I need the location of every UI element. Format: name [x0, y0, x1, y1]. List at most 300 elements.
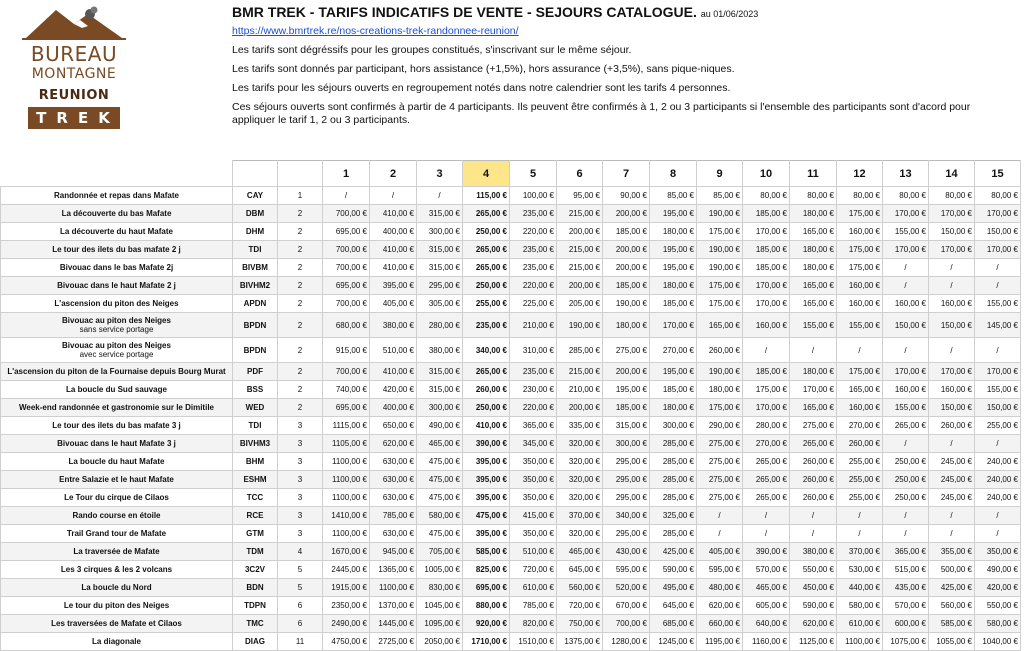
- price-cell: 620,00 €: [790, 615, 837, 633]
- price-cell: 115,00 €: [463, 187, 510, 205]
- price-cell: 180,00 €: [650, 277, 697, 295]
- price-cell: 175,00 €: [743, 381, 790, 399]
- stay-name: Les traversées de Mafate et Cilaos: [51, 619, 182, 628]
- stay-name: Week-end randonnée et gastronomie sur le Dimitile: [18, 403, 214, 412]
- stay-name: Bivouac dans le bas Mafate 2j: [59, 263, 174, 272]
- stay-code: WED: [233, 399, 278, 417]
- header-empty-name: [1, 161, 233, 187]
- stay-name-cell: [1, 471, 233, 489]
- participants-count-header: 12: [837, 161, 883, 187]
- stay-days: 2: [278, 381, 323, 399]
- price-cell: 315,00 €: [417, 205, 463, 223]
- price-cell: 245,00 €: [929, 453, 975, 471]
- price-cell: 465,00 €: [743, 579, 790, 597]
- table-row: [1, 417, 1021, 435]
- price-cell: 550,00 €: [975, 597, 1021, 615]
- price-cell: 170,00 €: [975, 363, 1021, 381]
- price-cell: /: [929, 338, 975, 363]
- stay-name-cell: [1, 259, 233, 277]
- price-cell: 270,00 €: [650, 338, 697, 363]
- stay-name: Le tour des ilets du bas mafate 2 j: [52, 245, 181, 254]
- price-cell: 465,00 €: [557, 543, 603, 561]
- participants-header-row: [1, 161, 1021, 187]
- price-cell: 920,00 €: [463, 615, 510, 633]
- stay-code: 3C2V: [233, 561, 278, 579]
- price-cell: 260,00 €: [463, 381, 510, 399]
- price-cell: 185,00 €: [650, 381, 697, 399]
- price-cell: 785,00 €: [370, 507, 417, 525]
- price-cell: 285,00 €: [650, 435, 697, 453]
- price-cell: /: [743, 507, 790, 525]
- price-cell: 165,00 €: [790, 295, 837, 313]
- price-cell: 155,00 €: [883, 399, 929, 417]
- table-row: [1, 338, 1021, 363]
- price-cell: 235,00 €: [510, 241, 557, 259]
- price-cell: 380,00 €: [790, 543, 837, 561]
- price-cell: 325,00 €: [650, 507, 697, 525]
- price-cell: 250,00 €: [463, 223, 510, 241]
- price-cell: 265,00 €: [883, 417, 929, 435]
- participants-count-header: 13: [883, 161, 929, 187]
- stay-name-cell: [1, 489, 233, 507]
- price-cell: 185,00 €: [743, 205, 790, 223]
- price-cell: 1245,00 €: [650, 633, 697, 651]
- website-link[interactable]: https://www.bmrtrek.re/nos-creations-trek-randonnee-reunion/: [232, 25, 519, 37]
- price-cell: 610,00 €: [510, 579, 557, 597]
- participants-count-header: 8: [650, 161, 697, 187]
- price-cell: 530,00 €: [837, 561, 883, 579]
- price-cell: 1365,00 €: [370, 561, 417, 579]
- price-cell: 170,00 €: [743, 223, 790, 241]
- price-cell: 265,00 €: [743, 489, 790, 507]
- price-cell: 590,00 €: [790, 597, 837, 615]
- price-cell: 180,00 €: [790, 259, 837, 277]
- price-cell: 1045,00 €: [417, 597, 463, 615]
- price-cell: 1370,00 €: [370, 597, 417, 615]
- price-cell: /: [883, 525, 929, 543]
- price-cell: 175,00 €: [697, 277, 743, 295]
- price-cell: 825,00 €: [463, 561, 510, 579]
- price-cell: 945,00 €: [370, 543, 417, 561]
- stay-name: La boucle du Sud sauvage: [66, 385, 167, 394]
- price-cell: 280,00 €: [417, 313, 463, 338]
- price-cell: 700,00 €: [323, 205, 370, 223]
- stay-name-cell: [1, 453, 233, 471]
- price-cell: 295,00 €: [603, 471, 650, 489]
- price-cell: 310,00 €: [510, 338, 557, 363]
- price-cell: 400,00 €: [370, 223, 417, 241]
- price-cell: 685,00 €: [650, 615, 697, 633]
- price-cell: 200,00 €: [603, 205, 650, 223]
- price-cell: 295,00 €: [603, 453, 650, 471]
- price-cell: 185,00 €: [603, 223, 650, 241]
- stay-name: Le tour des ilets du bas mafate 3 j: [52, 421, 181, 430]
- stay-code: RCE: [233, 507, 278, 525]
- table-row: [1, 187, 1021, 205]
- price-cell: 645,00 €: [650, 597, 697, 615]
- price-cell: 620,00 €: [370, 435, 417, 453]
- price-cell: 395,00 €: [463, 471, 510, 489]
- price-cell: 155,00 €: [837, 313, 883, 338]
- participants-count-header: 5: [510, 161, 557, 187]
- stay-days: 6: [278, 597, 323, 615]
- price-table-body: [1, 187, 1021, 651]
- price-cell: 180,00 €: [697, 381, 743, 399]
- price-cell: 490,00 €: [417, 417, 463, 435]
- stay-days: 3: [278, 435, 323, 453]
- price-cell: 150,00 €: [929, 399, 975, 417]
- price-cell: 150,00 €: [929, 313, 975, 338]
- stay-days: 2: [278, 205, 323, 223]
- stay-days: 3: [278, 507, 323, 525]
- price-cell: /: [929, 259, 975, 277]
- stay-code: TMC: [233, 615, 278, 633]
- participants-count-header: 9: [697, 161, 743, 187]
- stay-name-cell: [1, 561, 233, 579]
- participants-count-header: 3: [417, 161, 463, 187]
- price-cell: 490,00 €: [975, 561, 1021, 579]
- price-cell: 785,00 €: [510, 597, 557, 615]
- price-cell: 160,00 €: [837, 399, 883, 417]
- price-cell: 100,00 €: [510, 187, 557, 205]
- price-cell: 1280,00 €: [603, 633, 650, 651]
- stay-name-cell: [1, 543, 233, 561]
- price-cell: 1195,00 €: [697, 633, 743, 651]
- price-cell: 85,00 €: [697, 187, 743, 205]
- price-cell: 4750,00 €: [323, 633, 370, 651]
- price-cell: 235,00 €: [510, 259, 557, 277]
- stay-code: TDM: [233, 543, 278, 561]
- price-cell: 475,00 €: [417, 489, 463, 507]
- price-cell: 260,00 €: [790, 471, 837, 489]
- price-cell: /: [975, 277, 1021, 295]
- price-cell: 1410,00 €: [323, 507, 370, 525]
- stay-days: 2: [278, 277, 323, 295]
- price-cell: /: [975, 338, 1021, 363]
- price-cell: 350,00 €: [510, 453, 557, 471]
- price-cell: 1040,00 €: [975, 633, 1021, 651]
- price-cell: 195,00 €: [650, 259, 697, 277]
- stay-name-cell: [1, 241, 233, 259]
- price-cell: 270,00 €: [837, 417, 883, 435]
- price-cell: 915,00 €: [323, 338, 370, 363]
- price-cell: 1375,00 €: [557, 633, 603, 651]
- price-cell: /: [975, 259, 1021, 277]
- price-cell: 1005,00 €: [417, 561, 463, 579]
- price-cell: 560,00 €: [557, 579, 603, 597]
- price-cell: 195,00 €: [650, 241, 697, 259]
- price-cell: 300,00 €: [417, 223, 463, 241]
- stay-code: BIVHM2: [233, 277, 278, 295]
- participants-count-header: 15: [975, 161, 1021, 187]
- stay-name: Le Tour du cirque de Cilaos: [64, 493, 169, 502]
- price-cell: 605,00 €: [743, 597, 790, 615]
- price-cell: 180,00 €: [650, 399, 697, 417]
- price-cell: 2490,00 €: [323, 615, 370, 633]
- price-cell: 150,00 €: [929, 223, 975, 241]
- price-cell: /: [975, 507, 1021, 525]
- table-row: [1, 615, 1021, 633]
- price-cell: 695,00 €: [323, 399, 370, 417]
- price-cell: /: [743, 338, 790, 363]
- price-cell: 220,00 €: [510, 277, 557, 295]
- stay-name: Le tour du piton des Neiges: [63, 601, 170, 610]
- price-cell: /: [323, 187, 370, 205]
- stay-subtitle: avec service portage: [79, 350, 154, 359]
- price-cell: 265,00 €: [463, 241, 510, 259]
- price-cell: 660,00 €: [697, 615, 743, 633]
- price-cell: 260,00 €: [790, 489, 837, 507]
- price-cell: 180,00 €: [603, 313, 650, 338]
- price-cell: 175,00 €: [697, 223, 743, 241]
- price-cell: 145,00 €: [975, 313, 1021, 338]
- stay-name-cell: [1, 205, 233, 223]
- logo-word-trek: TREK: [28, 107, 120, 129]
- price-cell: /: [417, 187, 463, 205]
- stay-days: 2: [278, 223, 323, 241]
- price-cell: 630,00 €: [370, 453, 417, 471]
- price-cell: 410,00 €: [463, 417, 510, 435]
- stay-name-cell: [1, 277, 233, 295]
- price-cell: 410,00 €: [370, 241, 417, 259]
- price-cell: 320,00 €: [557, 453, 603, 471]
- price-cell: 410,00 €: [370, 259, 417, 277]
- table-row: [1, 313, 1021, 338]
- price-cell: 450,00 €: [790, 579, 837, 597]
- price-cell: 275,00 €: [697, 471, 743, 489]
- price-cell: 265,00 €: [790, 435, 837, 453]
- price-cell: 700,00 €: [323, 295, 370, 313]
- price-cell: 285,00 €: [650, 453, 697, 471]
- table-row: [1, 205, 1021, 223]
- price-cell: 170,00 €: [975, 241, 1021, 259]
- price-cell: 280,00 €: [743, 417, 790, 435]
- price-cell: 185,00 €: [650, 295, 697, 313]
- table-row: [1, 363, 1021, 381]
- price-cell: 2725,00 €: [370, 633, 417, 651]
- price-cell: 215,00 €: [557, 205, 603, 223]
- price-cell: 295,00 €: [603, 489, 650, 507]
- price-cell: 265,00 €: [463, 363, 510, 381]
- price-cell: 200,00 €: [603, 363, 650, 381]
- price-cell: 410,00 €: [370, 205, 417, 223]
- document-header: [232, 6, 1012, 133]
- table-row: [1, 223, 1021, 241]
- price-cell: 395,00 €: [463, 453, 510, 471]
- price-cell: 630,00 €: [370, 471, 417, 489]
- stay-name: Entre Salazie et le haut Mafate: [59, 475, 174, 484]
- stay-days: 3: [278, 525, 323, 543]
- price-cell: 295,00 €: [417, 277, 463, 295]
- price-cell: 585,00 €: [463, 543, 510, 561]
- price-cell: 190,00 €: [697, 363, 743, 381]
- price-cell: 205,00 €: [557, 295, 603, 313]
- price-cell: 370,00 €: [837, 543, 883, 561]
- price-cell: 1100,00 €: [323, 453, 370, 471]
- stay-code: BIVHM3: [233, 435, 278, 453]
- note-confirmation: Ces séjours ouverts sont confirmés à partir de 4 participants. Ils peuvent être confirmés à 1, 2 ou 3 participants si l'ensemble des participants sont d'acord pour appliquer le tarif 1, 2 ou 3 participants.: [232, 101, 971, 126]
- price-cell: 335,00 €: [557, 417, 603, 435]
- stay-days: 11: [278, 633, 323, 651]
- price-cell: 215,00 €: [557, 259, 603, 277]
- price-cell: 160,00 €: [929, 295, 975, 313]
- stay-name: Les 3 cirques & les 2 volcans: [60, 565, 173, 574]
- price-cell: 570,00 €: [883, 597, 929, 615]
- price-cell: 700,00 €: [323, 259, 370, 277]
- price-cell: 465,00 €: [417, 435, 463, 453]
- price-cell: 255,00 €: [837, 453, 883, 471]
- stay-days: 2: [278, 241, 323, 259]
- price-cell: 95,00 €: [557, 187, 603, 205]
- price-cell: 160,00 €: [883, 295, 929, 313]
- price-cell: 275,00 €: [603, 338, 650, 363]
- stay-name: Rando course en étoile: [72, 511, 161, 520]
- stay-days: 2: [278, 313, 323, 338]
- price-cell: 170,00 €: [883, 363, 929, 381]
- price-cell: 585,00 €: [929, 615, 975, 633]
- stay-code: BHM: [233, 453, 278, 471]
- price-table: [0, 160, 1021, 651]
- price-cell: /: [929, 435, 975, 453]
- price-cell: 195,00 €: [650, 205, 697, 223]
- price-cell: 305,00 €: [417, 295, 463, 313]
- stay-days: 5: [278, 579, 323, 597]
- stay-days: 5: [278, 561, 323, 579]
- price-cell: 195,00 €: [650, 363, 697, 381]
- price-cell: 175,00 €: [837, 241, 883, 259]
- price-cell: 210,00 €: [510, 313, 557, 338]
- price-cell: 750,00 €: [557, 615, 603, 633]
- price-cell: 285,00 €: [650, 525, 697, 543]
- price-cell: 185,00 €: [743, 259, 790, 277]
- price-cell: /: [883, 338, 929, 363]
- price-cell: 285,00 €: [650, 471, 697, 489]
- price-cell: 1125,00 €: [790, 633, 837, 651]
- price-cell: 235,00 €: [510, 205, 557, 223]
- price-cell: 265,00 €: [743, 471, 790, 489]
- price-cell: 395,00 €: [463, 525, 510, 543]
- price-cell: 475,00 €: [417, 453, 463, 471]
- stay-days: 3: [278, 471, 323, 489]
- stay-name-cell: [1, 435, 233, 453]
- table-row: [1, 453, 1021, 471]
- price-cell: 520,00 €: [603, 579, 650, 597]
- price-cell: 170,00 €: [975, 205, 1021, 223]
- stay-days: 2: [278, 295, 323, 313]
- price-cell: 1915,00 €: [323, 579, 370, 597]
- price-cell: 295,00 €: [603, 525, 650, 543]
- stay-code: PDF: [233, 363, 278, 381]
- stay-days: 1: [278, 187, 323, 205]
- price-cell: /: [790, 525, 837, 543]
- price-cell: 175,00 €: [837, 205, 883, 223]
- price-cell: 190,00 €: [557, 313, 603, 338]
- price-cell: 190,00 €: [697, 241, 743, 259]
- price-cell: 1115,00 €: [323, 417, 370, 435]
- price-cell: 610,00 €: [837, 615, 883, 633]
- price-cell: 1100,00 €: [323, 525, 370, 543]
- price-cell: 595,00 €: [697, 561, 743, 579]
- price-cell: 630,00 €: [370, 489, 417, 507]
- price-cell: 180,00 €: [650, 223, 697, 241]
- price-cell: 175,00 €: [697, 399, 743, 417]
- price-cell: 380,00 €: [370, 313, 417, 338]
- price-cell: 550,00 €: [790, 561, 837, 579]
- price-cell: 260,00 €: [790, 453, 837, 471]
- price-cell: 435,00 €: [883, 579, 929, 597]
- price-cell: 160,00 €: [837, 295, 883, 313]
- price-cell: 240,00 €: [975, 453, 1021, 471]
- price-cell: 315,00 €: [417, 259, 463, 277]
- table-row: [1, 561, 1021, 579]
- stay-name-cell: [1, 363, 233, 381]
- price-cell: /: [883, 277, 929, 295]
- stay-code: ESHM: [233, 471, 278, 489]
- price-cell: 2445,00 €: [323, 561, 370, 579]
- price-cell: 250,00 €: [463, 399, 510, 417]
- price-cell: 275,00 €: [790, 417, 837, 435]
- price-cell: 175,00 €: [837, 363, 883, 381]
- stay-code: TCC: [233, 489, 278, 507]
- price-cell: 1075,00 €: [883, 633, 929, 651]
- price-cell: 170,00 €: [883, 205, 929, 223]
- stay-name: Bivouac au piton des Neiges: [62, 341, 171, 350]
- price-cell: 170,00 €: [883, 241, 929, 259]
- price-cell: 500,00 €: [929, 561, 975, 579]
- price-cell: 80,00 €: [975, 187, 1021, 205]
- note-open-stays: Les tarifs pour les séjours ouverts en regroupement notés dans notre calendrier sont les tarifs 4 personnes.: [232, 82, 731, 94]
- price-cell: 1445,00 €: [370, 615, 417, 633]
- price-cell: 600,00 €: [883, 615, 929, 633]
- document-title: [232, 6, 1012, 21]
- price-cell: 340,00 €: [463, 338, 510, 363]
- price-cell: 180,00 €: [790, 241, 837, 259]
- price-cell: 405,00 €: [370, 295, 417, 313]
- price-cell: 80,00 €: [790, 187, 837, 205]
- note-per-participant: Les tarifs sont donnés par participant, hors assistance (+1,5%), hors assurance (+3,5%), sans pique-niques.: [232, 63, 735, 75]
- price-cell: /: [837, 507, 883, 525]
- price-cell: 580,00 €: [837, 597, 883, 615]
- stay-days: 2: [278, 259, 323, 277]
- table-row: [1, 295, 1021, 313]
- stay-name: Trail Grand tour de Mafate: [66, 529, 167, 538]
- price-cell: 200,00 €: [557, 399, 603, 417]
- price-cell: 395,00 €: [370, 277, 417, 295]
- price-cell: 580,00 €: [417, 507, 463, 525]
- price-cell: /: [370, 187, 417, 205]
- logo-word-bureau: BUREAU: [30, 42, 118, 66]
- stay-name: La boucle du haut Mafate: [68, 457, 165, 466]
- stay-code: TDI: [233, 241, 278, 259]
- price-cell: /: [929, 507, 975, 525]
- price-cell: 1670,00 €: [323, 543, 370, 561]
- price-cell: 165,00 €: [790, 399, 837, 417]
- price-cell: 400,00 €: [370, 399, 417, 417]
- table-row: [1, 381, 1021, 399]
- price-cell: 260,00 €: [837, 435, 883, 453]
- price-cell: 245,00 €: [929, 471, 975, 489]
- participants-count-header: 1: [323, 161, 370, 187]
- price-cell: 285,00 €: [650, 489, 697, 507]
- stay-days: 2: [278, 338, 323, 363]
- price-cell: 220,00 €: [510, 223, 557, 241]
- price-cell: 620,00 €: [697, 597, 743, 615]
- price-cell: 645,00 €: [557, 561, 603, 579]
- price-cell: /: [929, 525, 975, 543]
- price-cell: 165,00 €: [790, 277, 837, 295]
- price-cell: 150,00 €: [883, 313, 929, 338]
- price-cell: 255,00 €: [975, 417, 1021, 435]
